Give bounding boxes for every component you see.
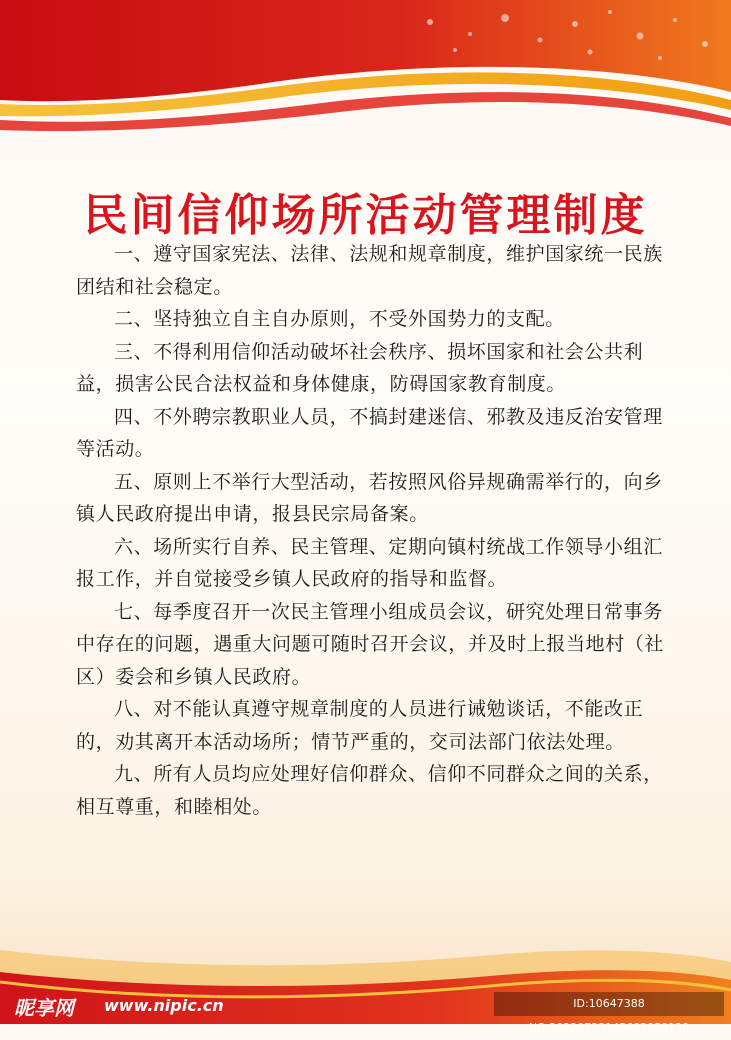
header-banner bbox=[0, 0, 731, 140]
rule-paragraph: 八、对不能认真遵守规章制度的人员进行诫勉谈话，不能改正的，劝其离开本活动场所；情节严重的，交司法部门依法处理。 bbox=[76, 698, 644, 753]
rule-paragraph: 四、不外聘宗教职业人员，不搞封建迷信、邪教及违反治安管理等活动。 bbox=[76, 405, 663, 460]
rules-list bbox=[76, 238, 664, 823]
watermark-id: ID:10647388 NO:20220723145602959120 bbox=[494, 992, 724, 1016]
rule-paragraph: 七、每季度召开一次民主管理小组成员会议，研究处理日常事务中存在的问题，遇重大问题可随时召开会议，并及时上报当地村（社区）委会和乡镇人民政府。 bbox=[76, 600, 665, 688]
watermark-brand: 昵享网 bbox=[14, 996, 74, 1020]
watermark-url: www.nipic.cn bbox=[104, 996, 224, 1015]
page-title: 民间信仰场所活动管理制度 bbox=[83, 190, 648, 242]
rule-paragraph: 六、场所实行自养、民主管理、定期向镇村统战工作领导小组汇报工作，并自觉接受乡镇人民政府的指导和监督。 bbox=[76, 535, 663, 590]
rule-paragraph: 五、原则上不举行大型活动，若按照风俗异规确需举行的，向乡镇人民政府提出申请，报县民宗局备案。 bbox=[76, 470, 663, 525]
rule-paragraph: 一、遵守国家宪法、法律、法规和规章制度，维护国家统一民族团结和社会稳定。 bbox=[76, 243, 663, 298]
rule-paragraph: 九、所有人员均应处理好信仰群众、信仰不同群众之间的关系，相互尊重，和睦相处。 bbox=[76, 763, 663, 818]
rule-paragraph: 三、不得利用信仰活动破坏社会秩序、损坏国家和社会公共利益，损害公民合法权益和身体健康，防碍国家教育制度。 bbox=[76, 340, 644, 395]
rule-paragraph: 二、坚持独立自主自办原则，不受外国势力的支配。 bbox=[114, 308, 565, 330]
